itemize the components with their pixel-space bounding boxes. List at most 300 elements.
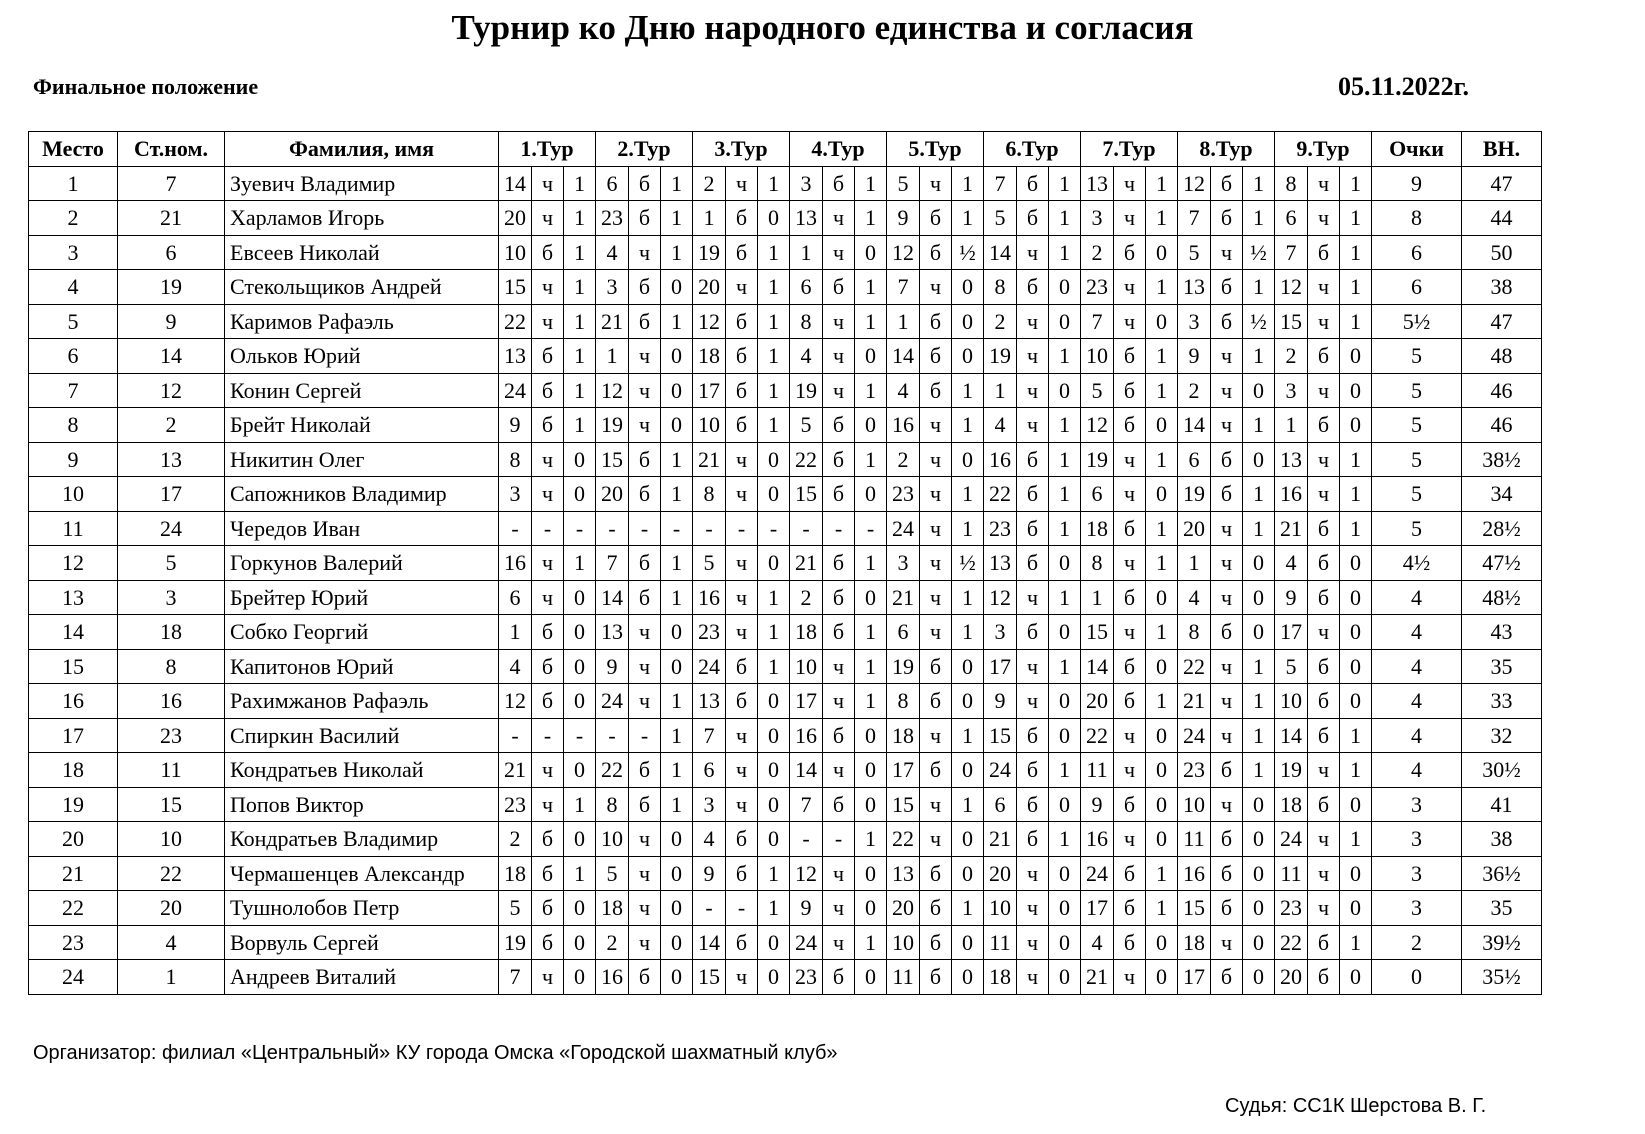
cell-result: 1 [855,373,887,408]
cell-result: 0 [952,753,984,788]
cell-opponent: 21 [790,546,823,581]
cell-opponent: 3 [693,787,726,822]
cell-result: 0 [1146,822,1178,857]
cell-result: 1 [758,373,790,408]
document-subtitle: Финальное положение [33,74,259,99]
cell-tiebreak: 30½ [1462,753,1542,788]
cell-color: ч [1211,546,1243,581]
cell-result: 0 [1243,856,1275,891]
cell-color: ч [1017,891,1049,926]
cell-opponent: 1 [887,304,920,339]
cell-result: 0 [1049,373,1081,408]
cell-color: б [920,649,952,684]
cell-opponent: 2 [596,925,629,960]
cell-color: б [1114,339,1146,374]
cell-color: ч [532,753,564,788]
cell-result: 1 [661,201,693,236]
cell-color: б [1308,649,1340,684]
table-row [29,270,1542,305]
cell-opponent: 14 [887,339,920,374]
cell-place: 17 [29,718,118,753]
cell-opponent: 11 [1178,822,1211,857]
cell-color: ч [920,580,952,615]
cell-color: б [1308,339,1340,374]
cell-color: б [920,304,952,339]
cell-points: 8 [1372,201,1462,236]
cell-result: 0 [661,960,693,995]
cell-opponent: 10 [790,649,823,684]
cell-color: ч [1017,304,1049,339]
cell-result: 1 [952,477,984,512]
cell-player-name: Попов Виктор [225,787,499,822]
cell-player-name: Конин Сергей [225,373,499,408]
cell-points: 5 [1372,442,1462,477]
cell-result: 0 [1340,684,1372,719]
cell-color: б [1114,408,1146,443]
cell-result: 1 [1243,270,1275,305]
cell-result: 0 [952,649,984,684]
cell-color: ч [920,718,952,753]
cell-result: 0 [758,753,790,788]
cell-color: б [532,649,564,684]
cell-result: 0 [952,822,984,857]
cell-result: 1 [1243,477,1275,512]
cell-points: 4 [1372,649,1462,684]
cell-result: 1 [952,166,984,201]
cell-opponent: 17 [693,373,726,408]
cell-opponent: 11 [1275,856,1308,891]
cell-result: 0 [1146,753,1178,788]
cell-color: б [532,235,564,270]
cell-opponent: 24 [1275,822,1308,857]
cell-player-name: Чередов Иван [225,511,499,546]
cell-opponent: 18 [887,718,920,753]
cell-color: б [629,166,661,201]
cell-opponent: 5 [693,546,726,581]
cell-opponent: 6 [790,270,823,305]
cell-opponent: 6 [887,615,920,650]
cell-player-name: Ворвуль Сергей [225,925,499,960]
header-name: Фамилия, имя [225,132,499,167]
cell-color: б [726,235,758,270]
cell-opponent: 7 [1178,201,1211,236]
cell-color: б [1114,856,1146,891]
cell-opponent: 23 [790,960,823,995]
cell-points: 2 [1372,925,1462,960]
cell-color: б [629,201,661,236]
cell-color: б [1211,856,1243,891]
cell-opponent: 9 [1081,787,1114,822]
cell-result: 0 [1146,925,1178,960]
cell-result: ½ [952,235,984,270]
cell-result: 1 [855,546,887,581]
cell-opponent: 17 [984,649,1017,684]
cell-opponent: 2 [1081,235,1114,270]
cell-color: б [1211,477,1243,512]
cell-opponent: 6 [499,580,532,615]
cell-points: 4 [1372,580,1462,615]
cell-color: ч [1017,339,1049,374]
cell-opponent: 15 [790,477,823,512]
cell-opponent: 14 [1081,649,1114,684]
cell-color: ч [532,166,564,201]
cell-result: 1 [855,304,887,339]
cell-opponent: 24 [790,925,823,960]
cell-opponent: 17 [887,753,920,788]
cell-color: б [1211,822,1243,857]
cell-opponent: 10 [1275,684,1308,719]
cell-opponent: - [596,511,629,546]
cell-points: 3 [1372,787,1462,822]
cell-color: б [823,442,855,477]
cell-opponent: 8 [1178,615,1211,650]
cell-result: 1 [1340,477,1372,512]
cell-result: 1 [1049,166,1081,201]
cell-opponent: 5 [596,856,629,891]
cell-tiebreak: 28½ [1462,511,1542,546]
cell-color: ч [726,442,758,477]
cell-color: б [629,580,661,615]
cell-result: 0 [661,891,693,926]
cell-opponent: 22 [596,753,629,788]
cell-color: ч [1211,718,1243,753]
table-row [29,718,1542,753]
cell-opponent: 14 [1275,718,1308,753]
cell-opponent: 24 [984,753,1017,788]
cell-result: 1 [1243,339,1275,374]
cell-result: 1 [1146,201,1178,236]
cell-color: ч [726,787,758,822]
cell-result: 0 [564,925,596,960]
cell-place: 4 [29,270,118,305]
cell-opponent: 16 [499,546,532,581]
cell-result: 0 [952,270,984,305]
cell-color: - [823,511,855,546]
cell-color: ч [1017,408,1049,443]
cell-color: ч [1114,615,1146,650]
cell-opponent: 8 [1081,546,1114,581]
cell-result: 1 [1340,753,1372,788]
cell-opponent: 18 [1275,787,1308,822]
cell-result: 1 [1049,235,1081,270]
cell-color: б [1114,235,1146,270]
cell-opponent: - [499,718,532,753]
cell-opponent: 2 [1275,339,1308,374]
cell-color: б [532,408,564,443]
cell-color: б [532,373,564,408]
cell-result: 1 [1146,373,1178,408]
cell-opponent: 19 [1178,477,1211,512]
cell-color: ч [629,822,661,857]
cell-opponent: 19 [1275,753,1308,788]
cell-result: 0 [661,373,693,408]
cell-color: ч [823,339,855,374]
cell-points: 3 [1372,856,1462,891]
cell-color: б [1017,511,1049,546]
table-row [29,373,1542,408]
cell-result: 1 [564,408,596,443]
cell-opponent: 14 [790,753,823,788]
cell-tiebreak: 36½ [1462,856,1542,891]
cell-opponent: 8 [596,787,629,822]
cell-result: 1 [855,442,887,477]
cell-result: 0 [1340,580,1372,615]
cell-opponent: 12 [693,304,726,339]
cell-color: ч [1114,304,1146,339]
cell-opponent: - [596,718,629,753]
cell-color: ч [1308,615,1340,650]
cell-result: 1 [1146,856,1178,891]
cell-opponent: 18 [1081,511,1114,546]
cell-opponent: 21 [596,304,629,339]
cell-opponent: 13 [1081,166,1114,201]
cell-result: 0 [855,580,887,615]
organizer-note: Организатор: филиал «Центральный» КУ города Омска «Городской шахматный клуб» [33,1042,838,1064]
cell-opponent: 18 [499,856,532,891]
cell-color: б [823,546,855,581]
cell-opponent: 15 [1178,891,1211,926]
cell-points: 5 [1372,373,1462,408]
cell-color: ч [726,477,758,512]
cell-opponent: 4 [790,339,823,374]
cell-tiebreak: 47 [1462,304,1542,339]
cell-result: 1 [661,477,693,512]
cell-opponent: 6 [1178,442,1211,477]
cell-opponent: 8 [790,304,823,339]
cell-result: 0 [855,408,887,443]
cell-opponent: 3 [596,270,629,305]
cell-tiebreak: 48½ [1462,580,1542,615]
cell-result: 1 [661,787,693,822]
cell-opponent: 12 [887,235,920,270]
cell-result: 1 [1340,822,1372,857]
cell-color: ч [532,304,564,339]
table-row [29,822,1542,857]
cell-result: 0 [564,580,596,615]
cell-place: 23 [29,925,118,960]
cell-color: ч [920,822,952,857]
cell-color: ч [1211,235,1243,270]
cell-opponent: 19 [596,408,629,443]
cell-result: 0 [1049,787,1081,822]
cell-result: 1 [1146,511,1178,546]
cell-color: б [532,856,564,891]
cell-opponent: 17 [1275,615,1308,650]
cell-opponent: 13 [1275,442,1308,477]
cell-opponent: 12 [984,580,1017,615]
cell-result: 0 [758,442,790,477]
cell-result: 0 [1049,615,1081,650]
cell-color: ч [1114,270,1146,305]
cell-opponent: 4 [596,235,629,270]
cell-result: - [661,511,693,546]
cell-result: 1 [1049,201,1081,236]
cell-start-number: 7 [118,166,225,201]
cell-color: ч [1017,684,1049,719]
cell-color: б [726,408,758,443]
cell-result: 0 [1146,235,1178,270]
cell-color: б [629,442,661,477]
cell-result: 1 [1340,718,1372,753]
cell-opponent: 10 [1178,787,1211,822]
cell-color: б [629,304,661,339]
cell-color: ч [532,442,564,477]
cell-color: ч [1308,201,1340,236]
cell-opponent: 8 [1275,166,1308,201]
cell-tiebreak: 44 [1462,201,1542,236]
cell-color: ч [823,304,855,339]
cell-result: 0 [1340,787,1372,822]
cell-result: 0 [1146,787,1178,822]
cell-color: б [823,718,855,753]
cell-color: ч [1114,442,1146,477]
cell-player-name: Чермашенцев Александр [225,856,499,891]
cell-opponent: 19 [790,373,823,408]
cell-result: 0 [1243,580,1275,615]
cell-result: 1 [758,891,790,926]
cell-result: ½ [952,546,984,581]
cell-result: 1 [661,235,693,270]
cell-color: ч [726,615,758,650]
cell-place: 6 [29,339,118,374]
cell-result: - [564,511,596,546]
cell-tiebreak: 32 [1462,718,1542,753]
cell-opponent: 9 [790,891,823,926]
table-row [29,442,1542,477]
cell-color: - [726,891,758,926]
cell-color: б [1211,891,1243,926]
cell-opponent: 22 [1275,925,1308,960]
cell-result: 0 [1340,546,1372,581]
cell-color: ч [920,511,952,546]
cell-color: б [726,373,758,408]
cell-color: ч [629,684,661,719]
cell-opponent: 22 [1178,649,1211,684]
cell-result: 0 [758,960,790,995]
cell-color: ч [1017,960,1049,995]
cell-start-number: 5 [118,546,225,581]
table-row [29,511,1542,546]
cell-result: 0 [1340,373,1372,408]
cell-result: 1 [564,270,596,305]
cell-result: 1 [1049,339,1081,374]
cell-color: б [532,891,564,926]
cell-result: 1 [952,373,984,408]
cell-opponent: 8 [499,442,532,477]
cell-color: б [1211,615,1243,650]
cell-result: 0 [1146,718,1178,753]
cell-color: ч [823,891,855,926]
cell-result: 1 [1049,477,1081,512]
cell-color: ч [823,856,855,891]
cell-opponent: 17 [790,684,823,719]
cell-place: 21 [29,856,118,891]
cell-color: ч [1211,787,1243,822]
cell-result: 1 [564,304,596,339]
cell-place: 14 [29,615,118,650]
cell-result: 1 [1243,684,1275,719]
cell-opponent: 3 [1081,201,1114,236]
cell-color: ч [920,442,952,477]
cell-points: 5 [1372,408,1462,443]
cell-opponent: 13 [984,546,1017,581]
cell-opponent: 9 [1275,580,1308,615]
cell-opponent: 9 [499,408,532,443]
cell-result: 1 [1049,442,1081,477]
cell-result: 1 [1146,891,1178,926]
cell-color: ч [726,960,758,995]
cell-start-number: 19 [118,270,225,305]
cell-start-number: 16 [118,684,225,719]
cell-result: 0 [758,201,790,236]
cell-place: 2 [29,201,118,236]
cell-result: 0 [1243,373,1275,408]
cell-place: 18 [29,753,118,788]
cell-player-name: Горкунов Валерий [225,546,499,581]
cell-result: ½ [1243,304,1275,339]
table-row [29,304,1542,339]
cell-opponent: 14 [1178,408,1211,443]
cell-result: 1 [855,166,887,201]
cell-result: 1 [661,166,693,201]
cell-result: 1 [1243,649,1275,684]
cell-opponent: 1 [984,373,1017,408]
cell-points: 4 [1372,615,1462,650]
cell-result: 0 [564,442,596,477]
cell-color: б [1211,201,1243,236]
cell-result: 0 [1340,891,1372,926]
cell-color: ч [823,201,855,236]
cell-player-name: Андреев Виталий [225,960,499,995]
document-title: Турнир ко Дню народного единства и согласия [451,8,1194,47]
cell-opponent: 18 [693,339,726,374]
cell-opponent: 7 [1081,304,1114,339]
cell-color: ч [629,235,661,270]
cell-opponent: 20 [693,270,726,305]
cell-color: б [629,787,661,822]
cell-result: 0 [855,718,887,753]
cell-result: 1 [758,304,790,339]
cell-color: б [1017,442,1049,477]
cell-opponent: 10 [984,891,1017,926]
cell-color: ч [1308,442,1340,477]
cell-color: ч [1211,373,1243,408]
cell-points: 6 [1372,270,1462,305]
cell-color: ч [1114,960,1146,995]
cell-result: 0 [661,925,693,960]
cell-color: б [1308,546,1340,581]
cell-color: б [920,201,952,236]
cell-opponent: 14 [984,235,1017,270]
cell-color: ч [532,787,564,822]
cell-color: б [1017,201,1049,236]
cell-color: б [1114,373,1146,408]
cell-opponent: 5 [887,166,920,201]
table-row [29,408,1542,443]
cell-start-number: 22 [118,856,225,891]
cell-opponent: 7 [1275,235,1308,270]
cell-color: - [726,511,758,546]
cell-player-name: Спиркин Василий [225,718,499,753]
cell-color: ч [823,649,855,684]
cell-opponent: 4 [1178,580,1211,615]
cell-opponent: 2 [693,166,726,201]
cell-opponent: 5 [1178,235,1211,270]
cell-result: 0 [952,684,984,719]
header-row [29,132,1542,167]
cell-points: 3 [1372,822,1462,857]
cell-opponent: 9 [693,856,726,891]
